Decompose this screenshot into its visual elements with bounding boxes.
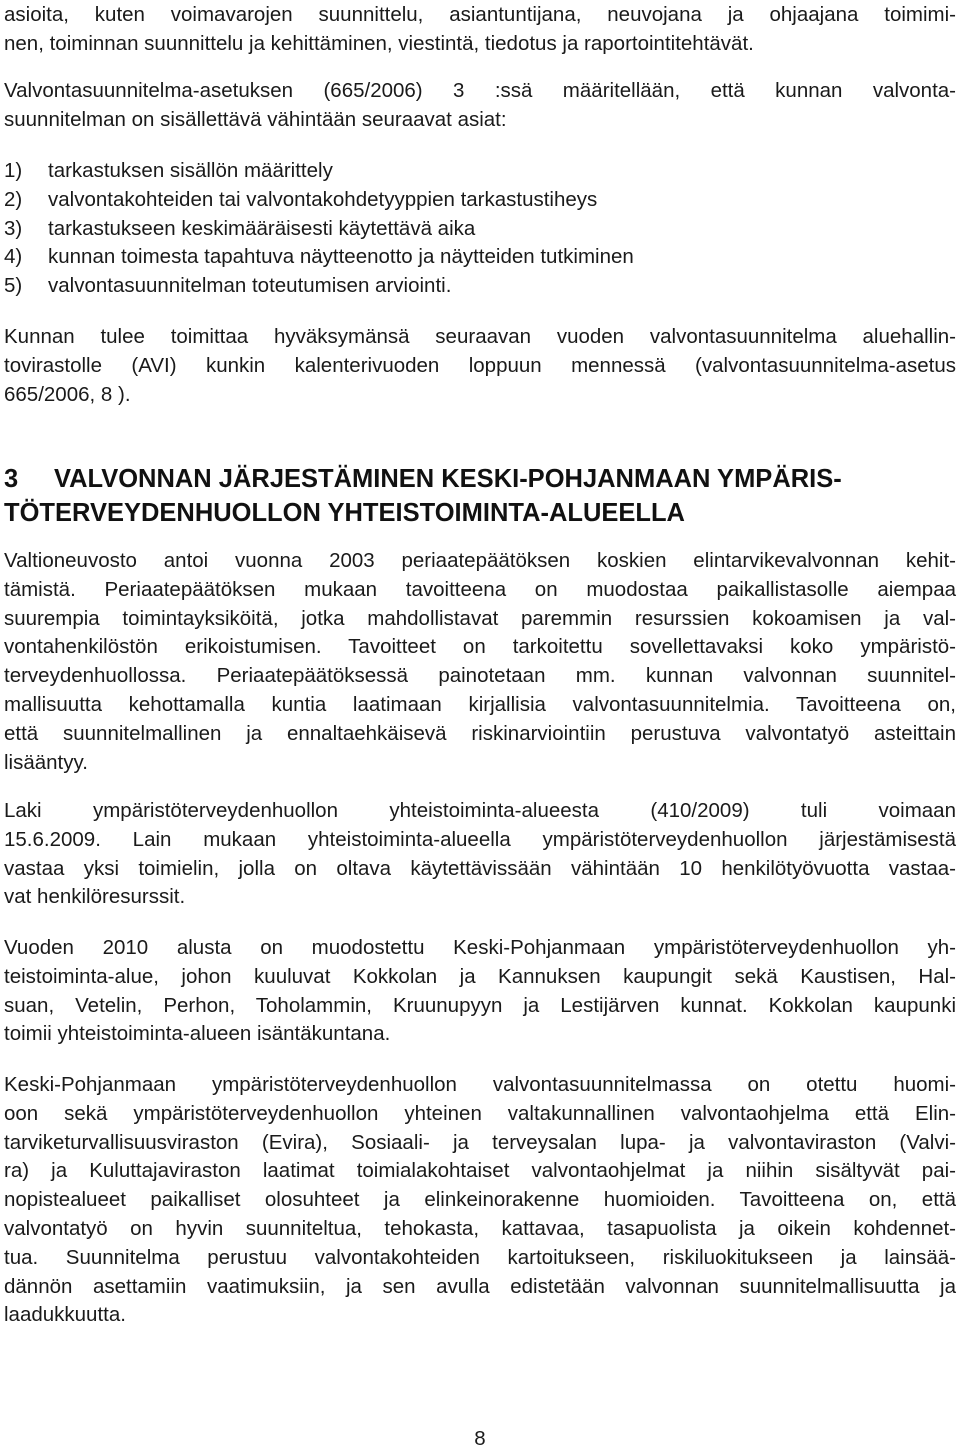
heading-line: TÖTERVEYDENHUOLLON YHTEISTOIMINTA-ALUEELLA	[4, 499, 685, 527]
list-text: tarkastuksen sisällön määrittely	[48, 159, 333, 182]
text-line: Keski-Pohjanmaan ympäristöterveydenhuollon valvontasuunnitelmassa on otettu huomi-	[4, 1073, 956, 1096]
text-line: nen, toiminnan suunnittelu ja kehittäminen, viestintä, tiedotus ja raportointitehtävät.	[4, 31, 754, 55]
list-item	[4, 186, 956, 215]
text-line: suurempia toimintayksiköitä, jotka mahdollistavat paremmin resurssien kokoamisen ja val-	[4, 606, 956, 630]
text-line: asioita, kuten voimavarojen suunnittelu, asiantuntijana, neuvojana ja ohjaajana toimimi-	[4, 3, 956, 26]
text-line: terveydenhuollossa. Periaatepäätöksessä painotetaan mm. kunnan valvonnan suunnitel-	[4, 664, 956, 688]
list-text: tarkastukseen keskimääräisesti käytettävä aika	[48, 216, 476, 240]
list-item	[4, 215, 956, 244]
text-line: vastaa yksi toimielin, jolla on oltava käytettävissään vähintään 10 henkilötyövuotta vastaa-	[4, 856, 956, 880]
text-line: Kunnan tulee toimittaa hyväksymänsä seuraavan vuoden valvontasuunnitelma aluehallin-	[4, 325, 956, 348]
text-line: tarviketurvallisuusviraston (Evira), Sosiaali- ja terveysalan lupa- ja valvontaviraston (Valvi-	[4, 1130, 956, 1154]
text-line: nopistealueet paikalliset olosuhteet ja elinkeinorakenne huomioiden. Tavoitteena on, että	[4, 1188, 956, 1212]
list-text: valvontasuunnitelman toteutumisen arviointi.	[48, 274, 452, 298]
text-line: Laki ympäristöterveydenhuollon yhteistoiminta-alueesta (410/2009) tuli voimaan	[4, 799, 956, 822]
list-number: 5)	[4, 274, 23, 298]
text-line: tovirastolle (AVI) kunkin kalenterivuoden loppuun mennessä (valvontasuunnitelma-asetus	[4, 353, 956, 377]
list-item	[4, 157, 956, 186]
text-line: lisääntyy.	[4, 750, 88, 774]
text-line: 15.6.2009. Lain mukaan yhteistoiminta-alueella ympäristöterveydenhuollon järjestämisestä	[4, 827, 956, 851]
list-item	[4, 272, 956, 301]
section-number: 3	[4, 465, 19, 493]
text-line: Vuoden 2010 alusta on muodostettu Keski-Pohjanmaan ympäristöterveydenhuollon yh-	[4, 936, 956, 959]
text-line: suunnitelman on sisällettävä vähintään seuraavat asiat:	[4, 107, 507, 131]
text-line: tua. Suunnitelma perustuu valvontakohteiden kartoitukseen, riskiluokitukseen ja lainsää-	[4, 1245, 956, 1269]
text-line: laadukkuutta.	[4, 1303, 126, 1327]
list-text: kunnan toimesta tapahtuva näytteenotto ja näytteiden tutkiminen	[48, 245, 634, 269]
regulation-paragraph	[4, 77, 956, 135]
list-number: 1)	[4, 159, 23, 182]
text-line: toimii yhteistoiminta-alueen isäntäkuntana.	[4, 1022, 391, 1046]
list-item	[4, 243, 956, 272]
text-line: ra) ja Kuluttajaviraston laatimat toimialakohtaiset valvontaohjelmat ja niihin sisältyvät pai-	[4, 1159, 956, 1183]
page-number: 8	[474, 1427, 486, 1450]
intro-paragraph-tail	[4, 1, 956, 59]
text-line: vontahenkilöstön erikoistumisen. Tavoitteet on tarkoitettu sovellettavaksi koko ympäristö-	[4, 635, 956, 659]
section-heading	[4, 462, 956, 530]
list-number: 3)	[4, 216, 23, 240]
text-line: dännön asettamiin vaatimuksiin, ja sen avulla edistetään valvonnan suunnitelmallisuutta ja	[4, 1274, 956, 1298]
heading-line: VALVONNAN JÄRJESTÄMINEN KESKI-POHJANMAAN YMPÄRIS-	[54, 465, 842, 493]
list-number: 4)	[4, 245, 23, 269]
cooperation-area-paragraph	[4, 934, 956, 1049]
supervision-plan-paragraph	[4, 1071, 956, 1330]
list-number: 2)	[4, 187, 23, 211]
text-line: suan, Vetelin, Perhon, Toholammin, Kruunupyyn ja Lestijärven kunnat. Kokkolan kaupunki	[4, 993, 956, 1017]
text-line: teistoiminta-alue, johon kuuluvat Kokkolan ja Kannuksen kaupungit sekä Kaustisen, Hal-	[4, 964, 956, 988]
text-line: 665/2006, 8 ).	[4, 382, 131, 406]
requirements-list	[4, 157, 956, 301]
text-line: oon sekä ympäristöterveydenhuollon yhteinen valtakunnallinen valvontaohjelma että Elin-	[4, 1101, 956, 1125]
list-text: valvontakohteiden tai valvontakohdetyyppien tarkastustiheys	[48, 187, 598, 211]
text-line: valvontatyö on hyvin suunniteltua, tehokasta, kattavaa, tasapuolista ja oikein kohdennet-	[4, 1216, 956, 1240]
text-line: Valvontasuunnitelma-asetuksen (665/2006) 3 :ssä määritellään, että kunnan valvonta-	[4, 79, 956, 102]
submission-paragraph	[4, 323, 956, 409]
text-line: että suunnitelmallinen ja ennaltaehkäisevä riskinarviointiin perustuva valvontatyö asteittain	[4, 721, 956, 745]
text-line: vat henkilöresurssit.	[4, 885, 186, 909]
text-line: tämistä. Periaatepäätöksen mukaan tavoitteena on muodostaa paikallistasolle aiempaa	[4, 577, 956, 601]
government-decision-paragraph	[4, 547, 956, 777]
law-paragraph	[4, 797, 956, 912]
text-line: mallisuutta kehottamalla kuntia laatimaan kirjallisia valvontasuunnitelmia. Tavoitteena on,	[4, 692, 956, 716]
text-line: Valtioneuvosto antoi vuonna 2003 periaatepäätöksen koskien elintarvikevalvonnan kehit-	[4, 549, 956, 572]
